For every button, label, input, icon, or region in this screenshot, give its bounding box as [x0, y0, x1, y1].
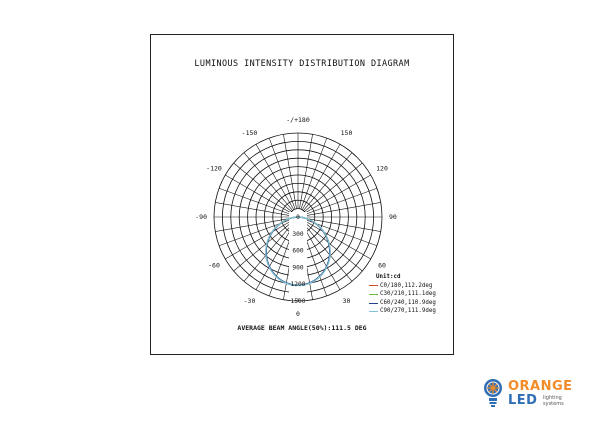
bulb-icon	[483, 378, 503, 408]
legend-item	[369, 290, 436, 299]
radial-tick-label: 1200	[290, 281, 306, 289]
chart-title: LUMINOUS INTENSITY DISTRIBUTION DIAGRAM	[194, 59, 410, 69]
angle-label: 60	[378, 261, 386, 270]
diagram-frame	[150, 34, 454, 355]
grid-spoke	[215, 202, 289, 215]
legend-swatch	[369, 294, 378, 295]
legend-swatch	[369, 303, 378, 304]
angle-label: -30	[243, 297, 256, 305]
radial-tick-label: 900	[292, 264, 304, 272]
legend-swatch	[369, 285, 378, 286]
angle-label: -90	[195, 213, 207, 221]
legend-label: C60/240,110.9deg	[380, 299, 436, 306]
legend-label: C30/210,111.1deg	[380, 291, 436, 298]
legend-item	[369, 307, 436, 316]
angle-label: 120	[376, 164, 388, 173]
angle-label: 0	[296, 310, 300, 318]
logo-word-orange: ORANGE	[508, 379, 573, 394]
beam-angle-note: AVERAGE BEAM ANGLE(50%):111.5 DEG	[237, 324, 367, 332]
radial-tick-label: 1500	[290, 298, 306, 305]
angle-label: -/+180	[286, 116, 310, 124]
legend-swatch	[369, 311, 378, 312]
angle-label: -120	[206, 164, 222, 173]
logo-tagline	[543, 396, 564, 407]
radial-tick-label: 600	[292, 247, 304, 255]
grid-spoke	[306, 202, 380, 215]
legend-item	[369, 282, 436, 291]
legend-label: C90/270,111.9deg	[380, 308, 436, 315]
angle-label: 150	[340, 129, 353, 137]
grid-spoke	[283, 134, 296, 208]
unit-label: Unit:cd	[376, 274, 401, 280]
radial-tick-label: 300	[292, 230, 304, 238]
legend	[369, 273, 436, 316]
grid-spoke	[299, 134, 312, 208]
angle-label: 90	[389, 213, 397, 221]
logo-tag-line-1: lighting	[543, 395, 562, 401]
legend-label: C0/180,112.2deg	[380, 282, 433, 289]
angle-label: -150	[241, 129, 258, 137]
angle-label: -60	[208, 261, 220, 270]
legend-item	[369, 299, 436, 308]
company-logo	[483, 377, 583, 411]
logo-word-led: LED	[508, 393, 538, 408]
logo-tag-line-2: systems	[543, 400, 564, 407]
radial-tick-label: 0	[296, 214, 300, 221]
angle-label: 30	[342, 297, 351, 305]
